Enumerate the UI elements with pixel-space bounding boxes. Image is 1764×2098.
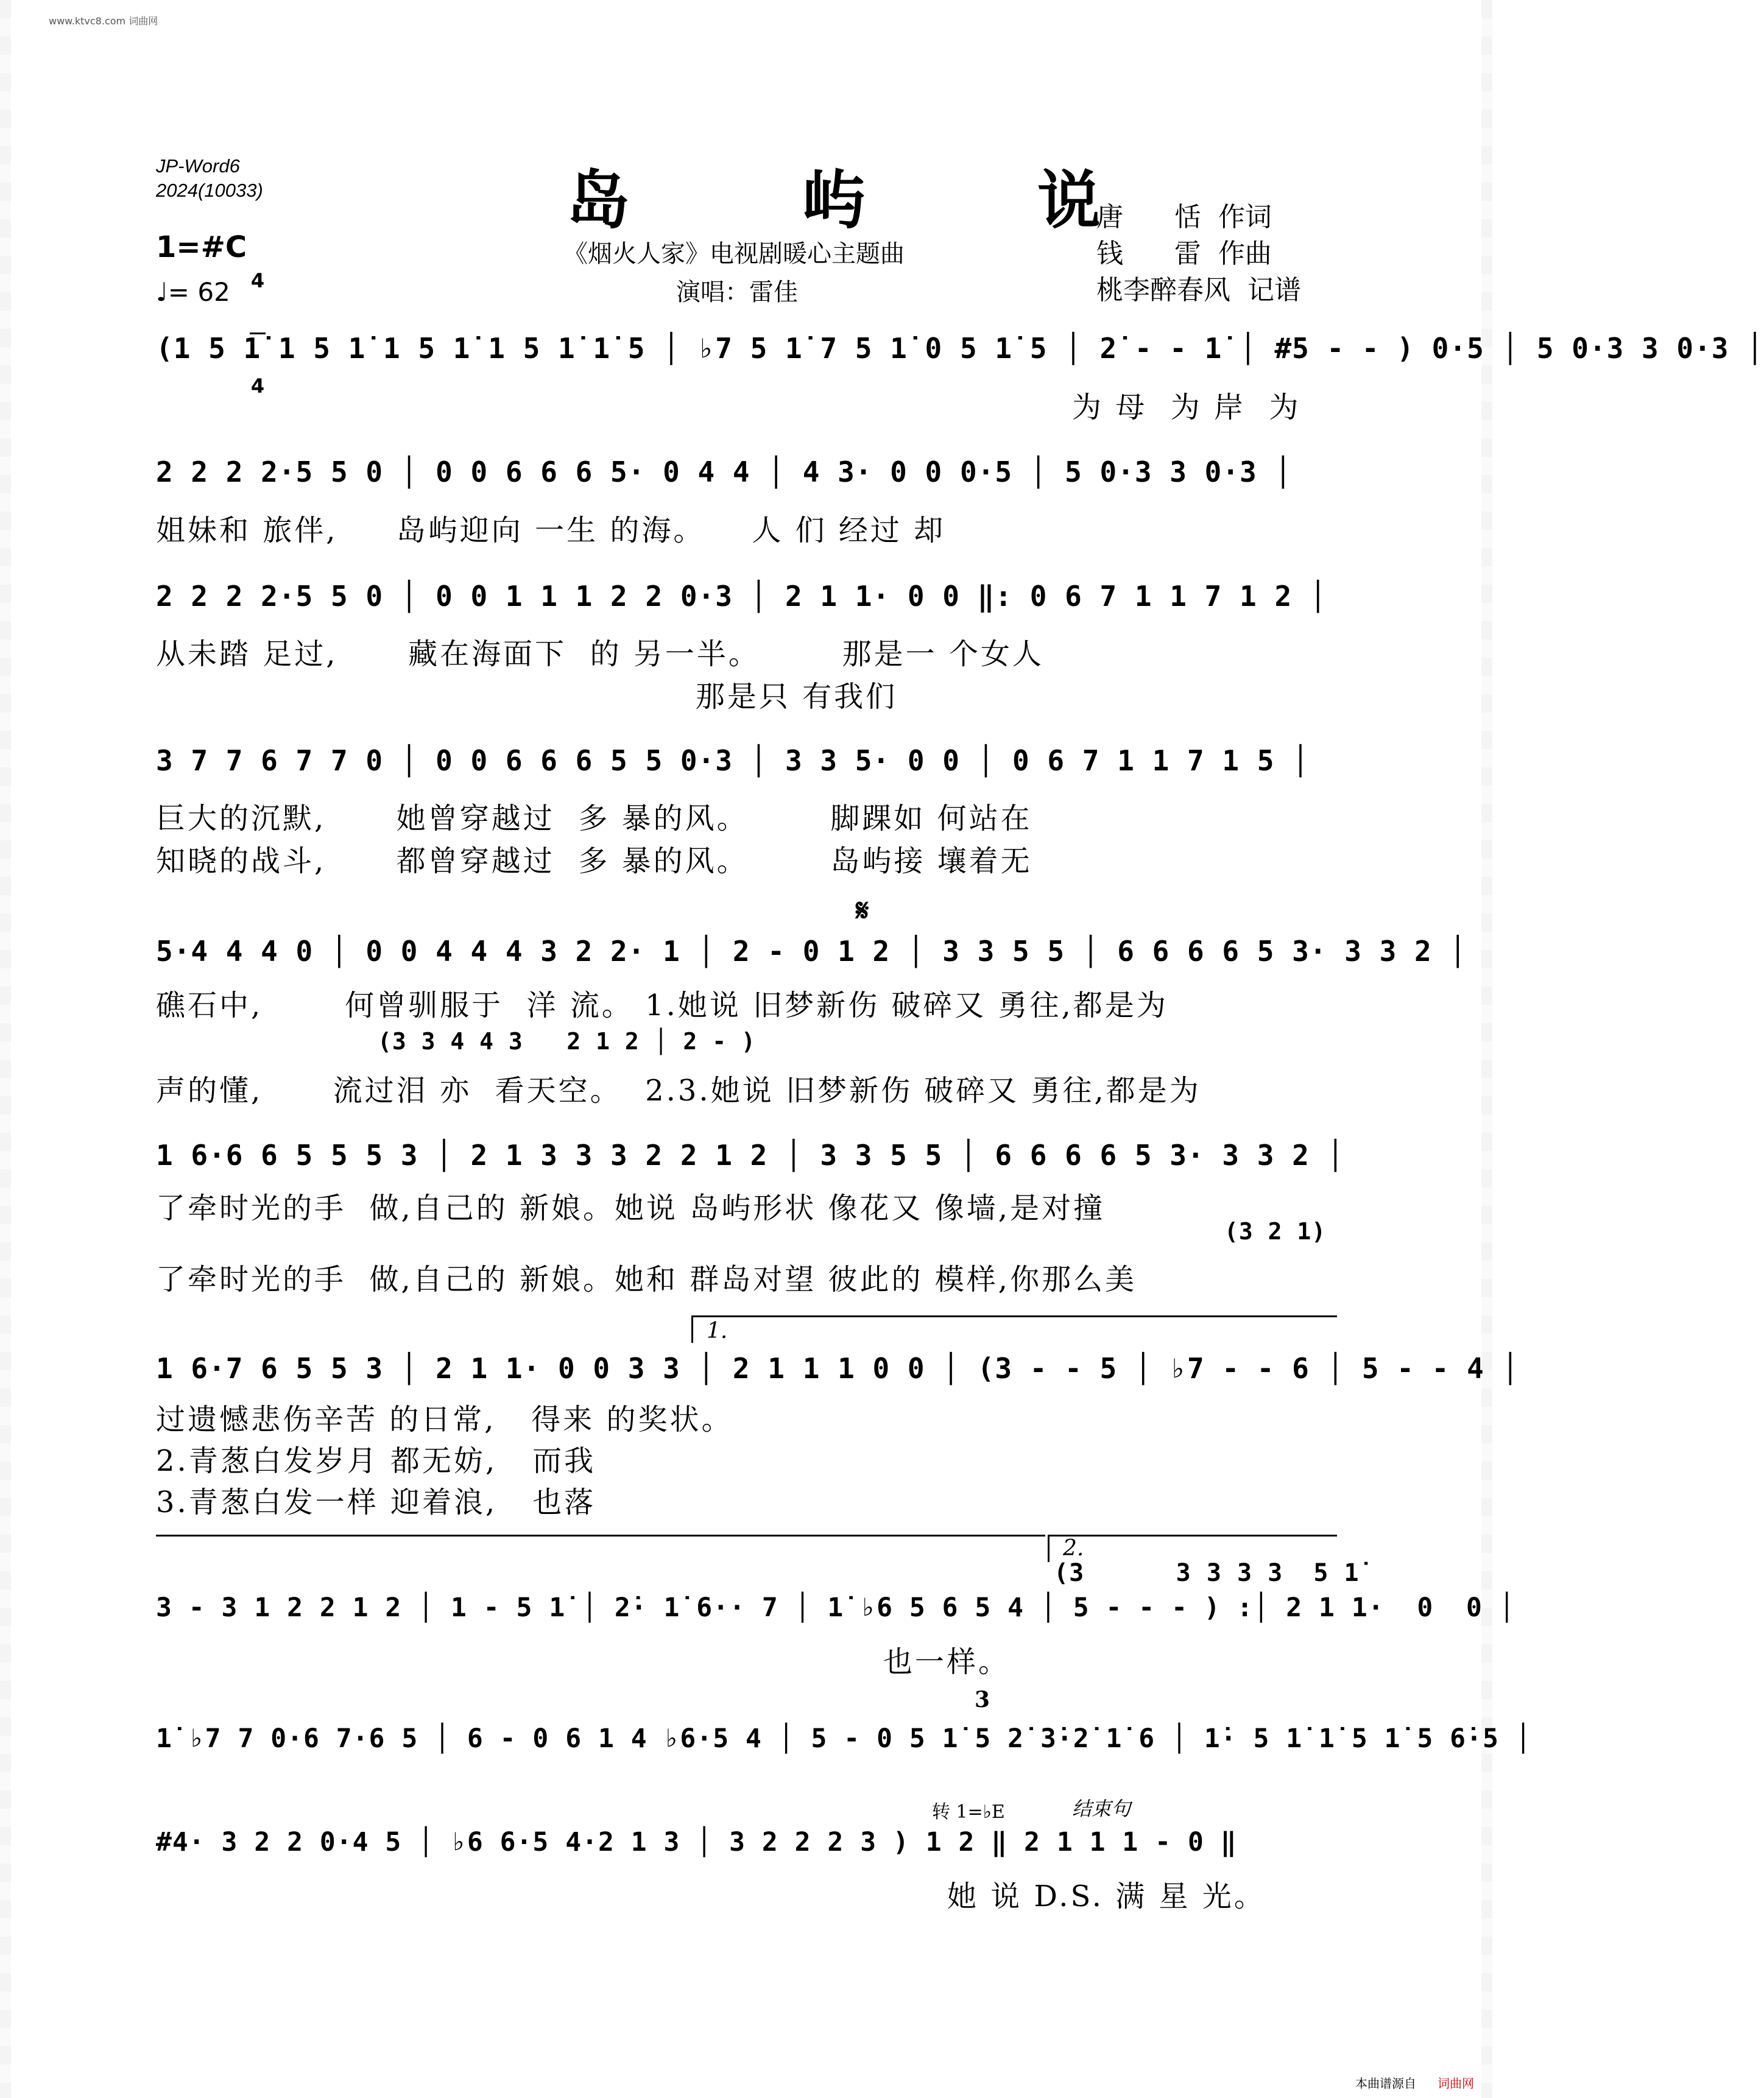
transcriber-credit: 桃李醉春风 记谱 — [1096, 275, 1301, 306]
time-signature — [250, 229, 266, 417]
volta-bracket-1 — [691, 1315, 1337, 1317]
subtitle: 《烟火人家》电视剧暖心主题曲 — [563, 240, 905, 268]
staff-line-2: 2 2 2 2·5 5 0 │ 0 0 6 6 6 5· 0 4 4 │ 4 3· 0 0 0·5 │ 5 0·3 3 0·3 │ — [156, 456, 1293, 488]
modulation-mark: 转 1=♭E — [932, 1801, 1005, 1823]
lyrics-line-3b: 那是只 有我们 — [156, 680, 898, 714]
lyrics-line-4b: 知晓的战斗, 都曾穿越过 多 暴的风。 岛屿接 壤着无 — [156, 844, 1032, 878]
site-watermark: www.ktvc8.com 词曲网 — [49, 15, 158, 27]
lyrics-line-6a: 了牵时光的手 做,自己的 新娘。她说 岛屿形状 像花又 像墙,是对撞 — [156, 1191, 1106, 1225]
footer-site: 词曲网 — [1438, 2076, 1474, 2091]
segno-sign: 𝄋 — [856, 892, 869, 928]
lyrics-line-6b: 了牵时光的手 做,自己的 新娘。她和 群岛对望 彼此的 模样,你那么美 — [156, 1262, 1137, 1297]
lyrics-line-8: 也一样。 — [156, 1645, 1010, 1679]
staff-separator — [156, 1535, 1045, 1537]
composer-credit: 钱 雷 作曲 — [1096, 238, 1272, 269]
lyrics-line-5a: 礁石中, 何曾驯服于 洋 流。 1.她说 旧梦新伤 破碎又 勇往,都是为 — [156, 988, 1168, 1023]
key-signature: 1=#C — [156, 230, 247, 264]
triplet-mark: 3 — [975, 1687, 990, 1713]
lyrics-line-10: 她 说 D.S. 满 星 光。 — [947, 1879, 1266, 1913]
lyrics-line-3a: 从未踏 足过, 藏在海面下 的 另一半。 那是一 个女人 — [156, 637, 1044, 671]
alt-notes-5: (3 3 4 4 3 2 1 2 │ 2 - ) — [378, 1028, 756, 1055]
software-label: JP-Word6 — [156, 155, 240, 177]
lyrics-line-7a: 过遗憾悲伤辛苦 的日常, 得来 的奖状。 — [156, 1403, 733, 1437]
lyrics-line-7b: 2.青葱白发岁月 都无妨, 而我 — [156, 1444, 596, 1478]
alt-notes-8: (3 3 3 3 3 5 1̇ — [1054, 1559, 1360, 1587]
page-border-left — [0, 0, 11, 2098]
staff-line-3: 2 2 2 2·5 5 0 │ 0 0 1 1 1 2 2 0·3 │ 2 1 1· 0 0 ‖: 0 6 7 1 1 7 1 2 │ — [156, 580, 1327, 613]
tempo-marking: ♩= 62 — [156, 277, 230, 307]
staff-line-6: 1 6·6 6 5 5 5 3 │ 2 1 3 3 3 2 2 1 2 │ 3 3 5 5 │ 6 6 6 6 5 3· 3 3 2 │ — [156, 1139, 1345, 1172]
volta-bracket-2-edge — [1048, 1535, 1050, 1562]
staff-line-7: 1 6·7 6 5 5 3 │ 2 1 1· 0 0 3 3 │ 2 1 1 1 0 0 │ (3 - - 5 │ ♭7 - - 6 │ 5 - - 4 │ — [156, 1352, 1520, 1385]
lyricist-credit: 唐 恬 作词 — [1096, 202, 1272, 233]
staff-line-5: 5·4 4 4 0 │ 0 0 4 4 4 3 2 2· 1 │ 2 - 0 1 2 │ 3 3 5 5 │ 6 6 6 6 5 3· 3 3 2 │ — [156, 935, 1467, 968]
staff-line-10: #4· 3 2 2 0·4 5 │ ♭6 6·5 4·2 1 3 │ 3 2 2 2 3 ) 1 2 ‖ 2 1 1 1 - 0 ‖ — [156, 1827, 1237, 1857]
volta-2-label: 2. — [1063, 1536, 1084, 1561]
volta-bracket-2 — [1048, 1535, 1337, 1537]
ending-label: 结束句 — [1072, 1797, 1131, 1820]
staff-line-9: 1̇ ♭7 7 0·6 7·6 5 │ 6 - 0 6 1 4 ♭6·5 4 │ 5 - 0 5 1̇ 5 2̇ 3̇·2̇ 1̇ 6 │ 1̇· 5 1̇ 1̇ 5 1̇ 5 6̇·5 │ — [156, 1723, 1532, 1754]
volta-bracket-1-edge — [691, 1315, 693, 1343]
staff-line-8: 3 - 3 1 2 2 1 2 │ 1 - 5 1̇ │ 2̇· 1̇ 6·· 7 │ 1̇ ♭6 5 6 5 4 │ 5 - - - ) :│ 2 1 1· 0 0 │ — [156, 1593, 1515, 1623]
lyrics-line-1: 为 母 为 岸 为 — [1072, 390, 1301, 424]
song-title: 岛 屿 说 — [566, 163, 1143, 238]
footer-source: 本曲谱源自 — [1355, 2076, 1416, 2091]
volta-1-label: 1. — [707, 1318, 728, 1343]
lyrics-line-5b: 声的懂, 流过泪 亦 看天空。 2.3.她说 旧梦新伤 破碎又 勇往,都是为 — [156, 1074, 1201, 1108]
time-numerator: 4 — [250, 269, 265, 292]
staff-line-4: 3 7 7 6 7 7 0 │ 0 0 6 6 6 5 5 0·3 │ 3 3 5· 0 0 │ 0 6 7 1 1 7 1 5 │ — [156, 744, 1310, 777]
staff-line-1: (1 5 1̇ 1 5 1̇ 1 5 1̇ 1 5 1̇ 1̇ 5 │ ♭7 5 1̇ 7 5 1̇ 0 5 1̇ 5 │ 2̇ - - 1̇ │ #5 - - ) 0·5 │ 5 0·3 3 0·3 │ — [156, 332, 1764, 365]
alt-notes-6: (3 2 1) — [1224, 1218, 1327, 1245]
lyrics-line-4a: 巨大的沉默, 她曾穿越过 多 暴的风。 脚踝如 何站在 — [156, 801, 1032, 836]
singer: 演唱：雷佳 — [676, 278, 798, 306]
page-border-right — [1481, 0, 1492, 2098]
lyrics-line-7c: 3.青葱白发一样 迎着浪, 也落 — [156, 1485, 596, 1519]
time-denominator: 4 — [250, 375, 265, 398]
score-id: 2024(10033) — [156, 180, 263, 201]
lyrics-line-2: 姐妹和 旅伴, 岛屿迎向 一生 的海。 人 们 经过 却 — [156, 513, 946, 547]
